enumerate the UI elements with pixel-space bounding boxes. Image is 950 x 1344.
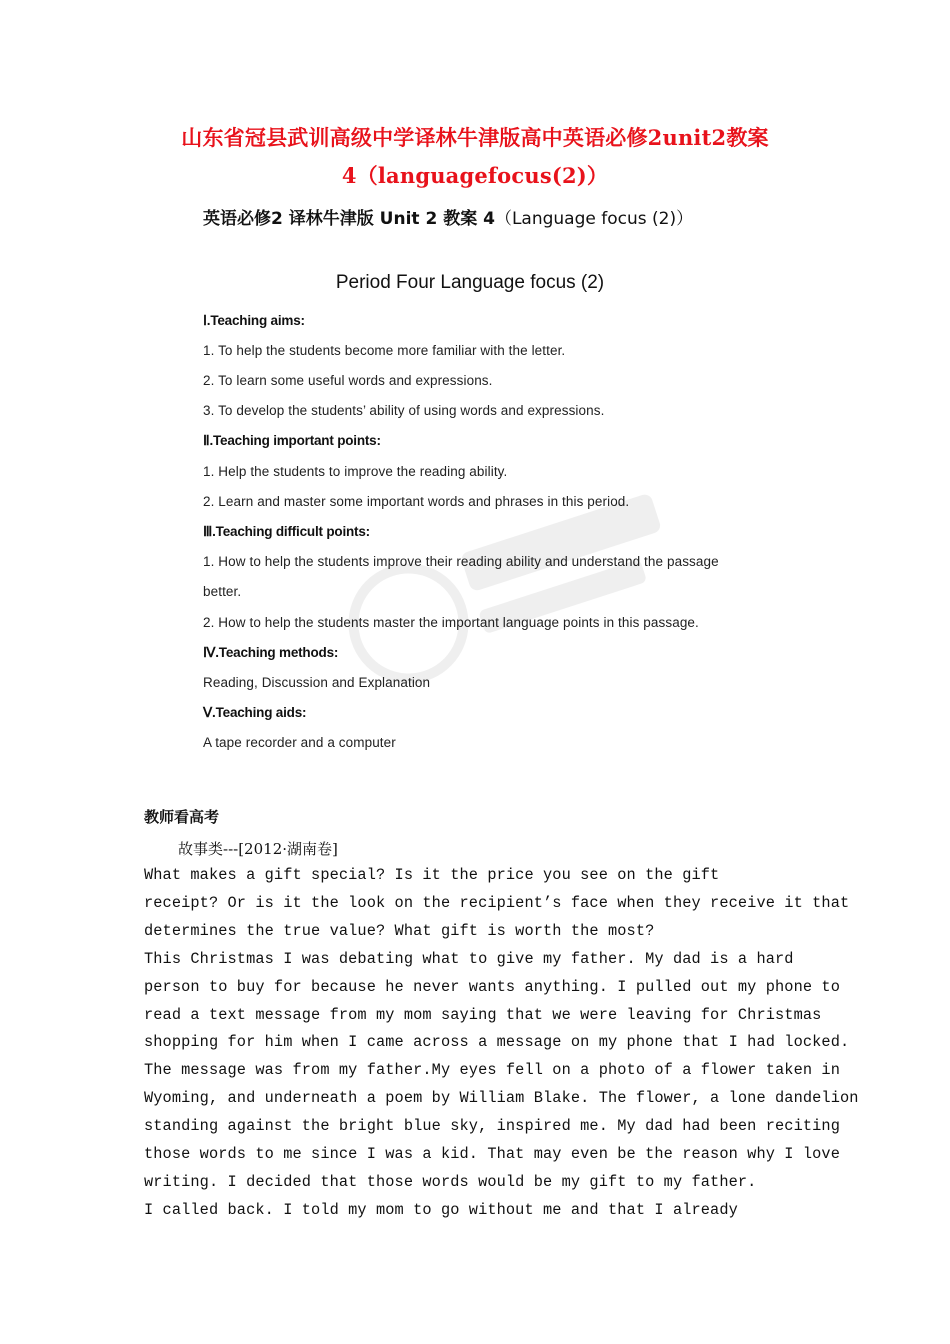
document-subtitle (203, 204, 693, 229)
teacher-heading: 教师看高考 (144, 808, 220, 826)
passage-line: writing. I decided that those words would be my gift to my father. (144, 1173, 757, 1191)
passage-line: This Christmas I was debating what to give my father. My dad is a hard (144, 950, 794, 968)
section-line: 1. Help the students to improve the reading ability. (203, 464, 508, 479)
section-line: better. (203, 584, 242, 599)
passage-line: standing against the bright blue sky, inspired me. My dad had been reciting (144, 1117, 840, 1135)
passage-line: shopping for him when I came across a message on my phone that I had locked. (144, 1033, 850, 1051)
passage-line: The message was from my father.My eyes fell on a photo of a flower taken in (144, 1061, 840, 1079)
section-line: 1. How to help the students improve their reading ability and understand the passage (203, 554, 719, 569)
section-heading-teaching-aims: Ⅰ.Teaching aims: (203, 313, 305, 328)
section-heading-important-points: Ⅱ.Teaching important points: (203, 433, 381, 448)
passage-line: What makes a gift special? Is it the price you see on the gift (144, 866, 720, 884)
document-title-line2: 4（languagefocus(2)） (341, 163, 609, 188)
passage-line: determines the true value? What gift is worth the most? (144, 922, 655, 940)
section-line: 2. How to help the students master the important language points in this passage. (203, 615, 699, 630)
section-heading-teaching-aids: Ⅴ.Teaching aids: (203, 705, 307, 720)
section-line: Reading, Discussion and Explanation (203, 675, 431, 690)
passage-line: I called back. I told my mom to go without me and that I already (144, 1201, 738, 1219)
document-title-line1: 山东省冠县武训高级中学译林牛津版高中英语必修2unit2教案 (181, 125, 769, 150)
subtitle-rest: （Language focus (2)） (494, 209, 694, 229)
passage-line: receipt? Or is it the look on the recipient’s face when they receive it that (144, 894, 850, 912)
section-heading-difficult-points: Ⅲ.Teaching difficult points: (203, 524, 370, 539)
passage-line: read a text message from my mom saying that we were leaving for Christmas (144, 1006, 822, 1024)
passage-line: person to buy for because he never wants anything. I pulled out my phone to (144, 978, 840, 996)
passage-line: Wyoming, and underneath a poem by William Blake. The flower, a lone dandelion (144, 1089, 859, 1107)
section-line: 1. To help the students become more familiar with the letter. (203, 343, 566, 358)
passage-line: those words to me since I was a kid. That may even be the reason why I love (144, 1145, 840, 1163)
section-line: A tape recorder and a computer (203, 735, 396, 750)
story-label: 故事类---[2012·湖南卷] (178, 840, 338, 858)
section-line: 2. Learn and master some important words and phrases in this period. (203, 494, 630, 509)
section-line: 3. To develop the students’ ability of using words and expressions. (203, 403, 605, 418)
period-heading: Period Four Language focus (2) (335, 272, 605, 293)
subtitle-bold: 英语必修2 译林牛津版 Unit 2 教案 4 (203, 209, 495, 229)
section-heading-teaching-methods: Ⅳ.Teaching methods: (203, 645, 339, 660)
section-line: 2. To learn some useful words and expressions. (203, 373, 493, 388)
